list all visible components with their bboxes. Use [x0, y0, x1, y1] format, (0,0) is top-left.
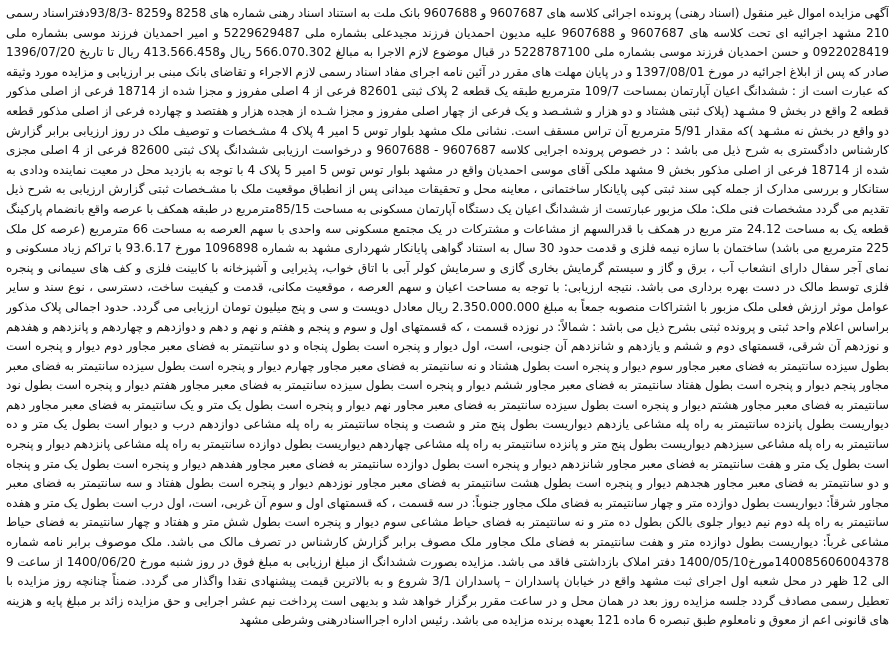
auction-notice-text: آگهی مزایده اموال غیر منقول (اسناد رهنی) پرونده اجرائی کلاسه های 9607687 و 9607688 بانک ملت به استناد اسناد رهنی شماره های 8258 و8259 -93/8/3دفتراسناد رسمی 210 مشهد اجرائیه ای تحت کلاسه های 9607687 و 9607688 علیه مدیون احمدیان فرزند مجیدعلی بشماره ملی 5229629487 و امیر احمدیان فرزند موسی بشماره ملی 0922028419 و حسن احمدیان فرزند موسی بشماره ملی 5228787100 در قبال موضوع لازم الاجرا به مبالغ 566.070.302 ریال و413.566.458 ریال تا تاریخ 1396/07/20 صادر که پس از ابلاغ اجرائیه در مورخ 1397/08/01 و در پایان مهلت های مقرر در آئین نامه اجرای مفاد اسناد رسمی لازم الاجراء و تقاضای بانک مبنی بر ارزیابی و مزایده مورد وثیقه که عبارت است از : ششدانگ اعیان آپارتمان بمساحت 109/7 مترمربع طبقه یک قطعه 2 پلاک ثبتی 82601 فرعی از 4 اصلی مفروز و مجزا شده از 18714 فرعی از اصلی مذکور قطعه 2 واقع در بخش 9 مشـهد (پلاک ثبتی هشتاد و دو هزار و ششـصد و یک فرعی از چهار اصلی مفروز و مجزا شـده از هجده هزار و هفتصد و چهارده فرعی از اصلی مذکور قطعه دو واقع در بخش نه مشـهد )که مقدار 5/91 مترمربع آن تراس مسقف است. نشانی ملک مشهد بلوار توس 5 امیر 4 پلاک 4 مشـخصات و توصیف ملک در روز ارزیابی برابر گزارش کارشناس دادگستری به شرح ذیل می باشد : در خصوص پرونده اجرایی کلاسه 9607687 - 9607688 و درخواست ارزیابی ششدانگ پلاک ثبتی 82600 فرعی از 4 اصلی مجزی شده از 18714 فرعی از اصلی مذکور بخش 9 مشهد ملکی آقای موسی احمدیان واقع در مشهد بلوار توس توس 5 امیر 5 پلاک 4 با توجه به بازدید محل در معیت نماینده ودادی به ستانکار و بررسی مدارک از جمله کپی سند ثبتی کپی پایانکار ساختمانی ، معاینه محل و تحقیقات میدانی پس از انطباق موقعیت ملک با مشـخصات ثبتی گزارش ارزیابی به شرح ذیل تقدیم می گردد مشخصات فنی ملک: ملک مزبور عبارتست از ششدانگ اعیان یک دستگاه آپارتمان مسکونی به مساحت 85/15مترمربع در طبقه همکف با عرصه واقع بانضمام پارکینگ قطعه یک به مساحت 24.12 متر مربع در همکف با قدرالسهم از مشاعات و مشترکات در یک مجتمع مسکونی سه واحدی با سهم العرصه به مساحت 66 مترمربع (عرصه کل ملک 225 مترمربع می باشد) ساختمان با سازه نیمه فلزی و قدمت حدود 30 سال به استناد گواهی پایانکار شهرداری مشهد به شماره 1096898 مورخ 93.6.17 با تراکم زیاد مسکونی و نمای آجر سفال دارای انشعاب آب ، برق و گاز و سیستم گرمایش بخاری گازی و سرمایش کولر آبی با اتاق خواب، پذیرایی و آشپزخانه با کابینت فلزی و کف های سیمانی و پنجره فلزی توسط مالک در دست بهره برداری می باشد. نتیجه ارزیابی: با توجه به مساحت اعیان و سهم العرصه ، موقعیت مکانی، قدمت و کیفیت ساخت، دسترسی ، نوع سند و سایر عوامل موثر ارزش فعلی ملک مزبور با اشتراکات منصوبه جمعاً به مبلغ 2.350.000.000 ریال معادل دویست و سی و پنج میلیون تومان ارزیابی می گردد. حدود اجمالی پلاک مذکور براساس اعلام واحد ثبتی و پرونده ثبتی بشرح ذیل می باشد : شمالاً: در نوزده قسمت ، که قسمتهای اول و سوم و پنجم و هفتم و نهم و دهم و دوازدهم و چهاردهم و پانزدهم و هفدهم و نوزدهم آن شرقی، قسمتهای دوم و ششم و یازدهم و شانزدهم آن جنوبی، است، اول دیوار و پنجره است بطول پنجاه و دو سانتیمتر به فضای معبر مجاور دوم دیوار و پنجره است بطول سیزده سانتیمتر به فضای معبر مجاور سوم دیوار و پنجره است بطول هشتاد و نه سانتیمتر به فضای معبر مجاور چهارم دیوار و پنجره است بطول سیزده سانتیمتر به فضای معبر مجاور پنجم دیوار و پنجره است بطول هفتاد سانتیمتر به فضای معبر مجاور ششم دیوار و پنجره است بطول سیزده سانتیمتر به فضای معبر مجاور هفتم دیوار و پنجره است بطول نود سانتیمتر به فضای معبر مجاور هشتم دیوار و پنجره است بطول سیزده سانتیمتر به فضای معبر مجاور نهم دیوار و پنجره است بطول یک متر و یک سانتیمتر به فضای معبر مجاور دهم دیواریست بطول پانزده سانتیمتر به راه پله مشاعی یازدهم دیواریست بطول پنج متر و شصت و پنجاه سانتیمتر به راه پله مشاعی دوازدهم درب و دیوار است بطول یک متر و ده سانتیمتر به راه پله مشاعی سیزدهم دیواریست بطول پنج متر و پانزده سانتیمتر به راه پله مشاعی چهاردهم دیواریست بطول دوازده سانتیمتر به راه پله مشاعی پانزدهم دیوار و پنجره است بطول یک متر و هفت سانتیمتر به فضای معبر مجاور شانزدهم دیوار و پنجره است بطول دوازده سانتیمتر به فضای معبر مجاور هفدهم دیوار و پنجره است بطول یک متر و پنجاه و دو سانتیمتر به فضای معبر مجاور هجدهم دیوار و پنجره است بطول هشت سانتیمتر به فضای معبر مجاور نوزدهم دیوار و پنجره است بطول هفتاد و سه سانتیمتر به فضای معبر مجاور شرقاً: دیواریست بطول دوازده متر و چهار سانتیمتر به فضای ملک مجاور جنوباً: در سه قسمت ، که قسمتهای اول و سوم آن غربی، است، اول درب است بطول یک متر و هفده سانتیمتر به راه پله دوم نیم دیوار جلوی بالکن بطول ده متر و نه سانتیمتر به فضای حیاط مشاعی سوم دیوار و پنجره است بطول شش متر و هفتاد و چهار سانتیمتر به فضای حیاط مشاعی غرباً: دیواریست بطول دوازده متر و هفت سانتیمتر به فضای ملک مجاور ملک مصوف برابر گزارش کارشناس در تصرف مالک می باشد. ملک موصوف برابر نامه شماره 140085606004378مورخ1400/05/10 دفتر املاک بازداشتی فاقد می باشد. مزایده بصورت ششدانگ از مبلغ ارزیابی به مبلغ فوق در روز شنبه مورخ 1400/06/20 از ساعت 9 الی 12 ظهر در محل شعبه اول اجرای ثبت مشهد واقع در خیابان پاسداران – پاسداران 3/1 شروع و به بالاترین قیمت پیشنهادی نقدا واگذار می گردد. ضمناً چنانچه روز مزایده با تعطیل رسمی مصادف گردد جلسه مزایده روز بعد در همان محل و در ساعت مقرر برگزار خواهد شد و بدیهی است پرداخت نیم عشر اجرایی و حق مزایده زائد بر مبلغ پایه و هزینه های قانونی اعم از معوق و نامعلوم طبق تبصره 6 ماده 121 بعهده برنده مزایده می باشد. رئیس اداره اجرااسنادرهنی وشرطی مشهد [6, 6, 889, 628]
